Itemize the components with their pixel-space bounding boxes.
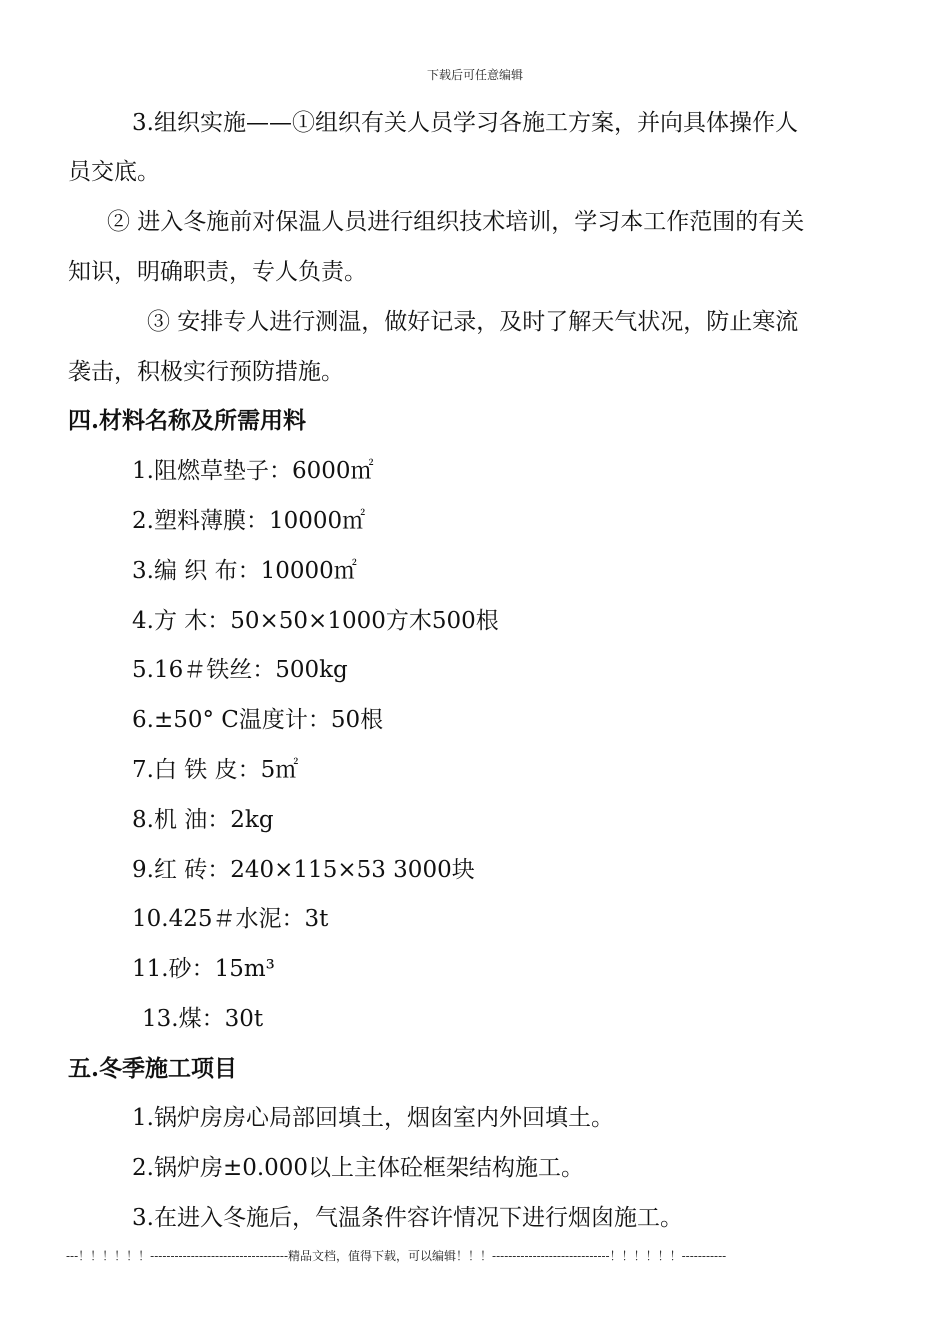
section5-title: 五.冬季施工项目 — [68, 1055, 238, 1082]
material-item: 4.方 木：50×50×1000方木500根 — [132, 608, 499, 634]
section3-p3-line1: ③ 安排专人进行测温，做好记录，及时了解天气状况，防止寒流 — [147, 309, 799, 335]
section4-title: 四.材料名称及所需用料 — [68, 407, 307, 434]
section3-p1-line2: 员交底。 — [68, 159, 160, 185]
material-item: 10.425＃水泥：3t — [132, 906, 329, 932]
material-item: 7.白 铁 皮：5㎡ — [132, 757, 299, 783]
material-item: 8.机 油：2kg — [132, 807, 274, 833]
material-item: 11.砂：15m³ — [132, 956, 275, 982]
material-item: 9.红 砖：240×115×53 3000块 — [132, 857, 475, 883]
material-item: 13.煤：30t — [142, 1006, 264, 1032]
material-item: 6.±50° C温度计：50根 — [132, 707, 384, 733]
page-header: 下载后可任意编辑 — [426, 68, 523, 82]
material-item: 5.16＃铁丝：500kg — [132, 657, 348, 683]
project-item: 1.锅炉房房心局部回填土，烟囱室内外回填土。 — [132, 1105, 614, 1131]
project-item: 2.锅炉房±0.000以上主体砼框架结构施工。 — [132, 1155, 585, 1181]
project-item: 3.在进入冬施后，气温条件容许情况下进行烟囱施工。 — [132, 1205, 683, 1231]
section3-p2-line1: ② 进入冬施前对保温人员进行组织技术培训，学习本工作范围的有关 — [107, 209, 805, 235]
material-item: 1.阻燃草垫子：6000㎡ — [132, 458, 374, 484]
section3-p1-line1: 3.组织实施——①组织有关人员学习各施工方案，并向具体操作人 — [132, 110, 798, 136]
page-footer: ---！！！！！！----------------------------------精品文档，值得下载，可以编辑！！！-----------------------------！！！！！！----------- — [66, 1249, 727, 1263]
section3-p2-line2: 知识，明确职责，专人负责。 — [68, 259, 367, 285]
material-item: 2.塑料薄膜：10000㎡ — [132, 508, 366, 534]
section3-p3-line2: 袭击，积极实行预防措施。 — [68, 359, 344, 385]
material-item: 3.编 织 布：10000㎡ — [132, 558, 357, 584]
